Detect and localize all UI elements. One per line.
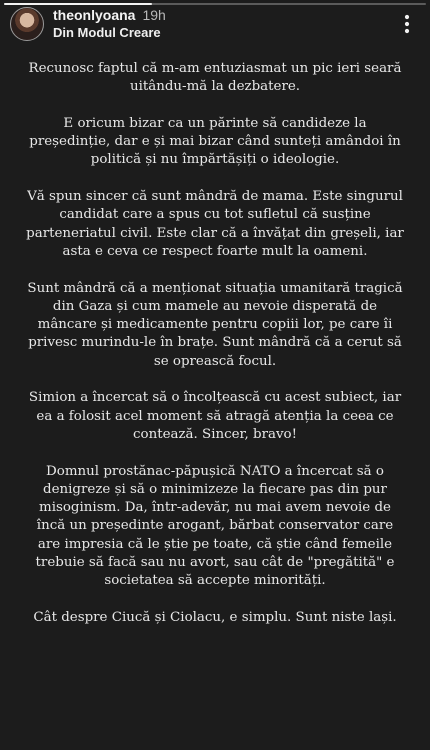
story-paragraph: Vă spun sincer că sunt mândră de mama. Este singurul candidat care a spus cu tot sufletul că susține parteneriatul civil. Este clar că a învățat din greșeli, iar asta e ceva ce respect foarte mult la oameni. [26,189,404,259]
story-header [10,4,420,44]
more-options-button[interactable] [394,11,420,37]
avatar[interactable] [10,7,44,41]
story-paragraph: Simion a încercat să o încolțească cu acest subiect, iar ea a folosit acel moment să atragă atenția la ceea ce contează. Sincer, bravo! [28,390,402,442]
story-paragraph: Sunt mândră că a menționat situația umanitară tragică din Gaza și cum mamele au nevoie disperată de mâncare și medicamente pentru copiii lor, pe care îi privesc murindu-le în brațe. Sunt mândră că a cerut să se oprească focul. [27,280,403,369]
story-paragraph: Domnul prostănac-păpușică NATO a încercat să o denigreze și să o minimizeze la fiecare pas din pur misoginism. Da, într-adevăr, nu mai avem nevoie de încă un președinte arogant, bărbat conservator care are impresia că le știe pe toate, că știe când femeile trebuie să facă sau nu avort, sau cât de "pregătită" e societatea să accepte minorități. [35,463,395,589]
more-vertical-icon [404,14,410,34]
story-subtitle: Din Modul Creare [53,25,161,40]
story-meta-row [53,7,166,24]
story-paragraph: Recunosc faptul că m-am entuziasmat un pic ieri seară uitându-mă la dezbatere. [28,61,402,95]
story-text [24,60,406,646]
username[interactable]: theonlyoana [53,7,136,23]
story-paragraph: E oricum bizar ca un părinte să candideze la președinție, dar e și mai bizar când sunteți amândoi în politică și nu împărtășiți o ideologie. [29,115,401,168]
story-meta [53,7,166,41]
timestamp: 19h [142,7,166,23]
story-paragraph: Cât despre Ciucă și Ciolacu, e simplu. Sunt niste lași. [33,609,397,625]
